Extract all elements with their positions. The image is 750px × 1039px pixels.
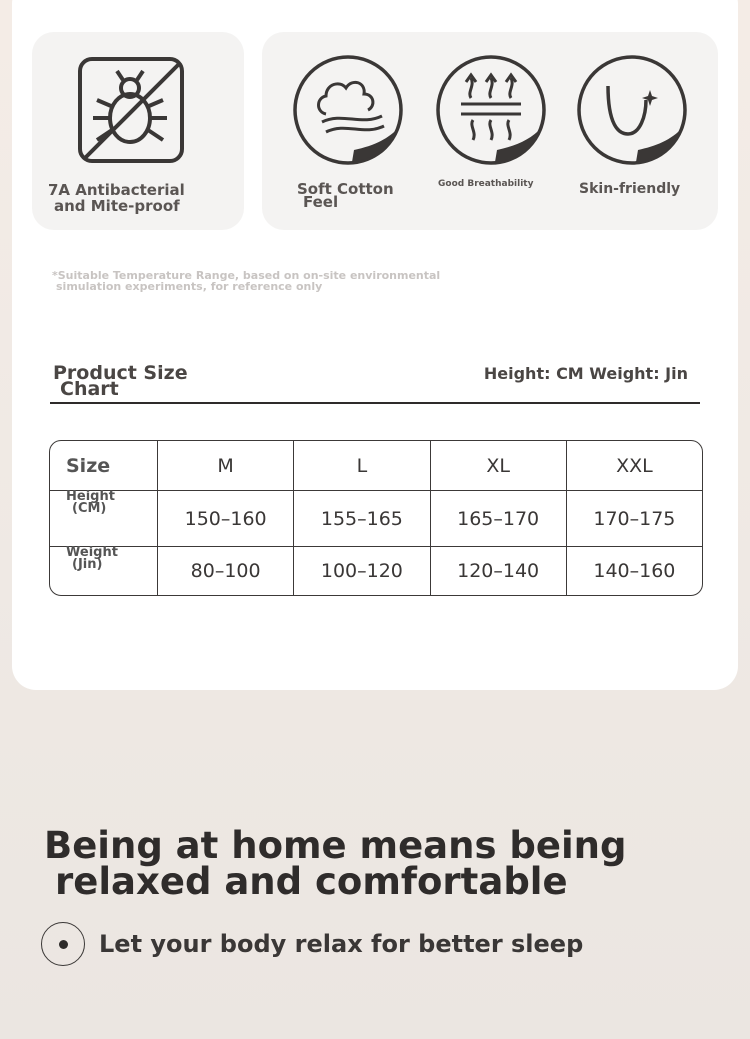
table-row-height [50, 491, 702, 547]
bullet-circle-icon [41, 922, 85, 966]
height-row-label: Height (CM) [66, 489, 115, 516]
weight-cell: 120–140 [430, 547, 566, 595]
size-header-cell: M [157, 441, 293, 490]
height-cell: 150–160 [157, 491, 293, 546]
antibacterial-label: 7A Antibacterial and Mite-proof [48, 181, 185, 215]
title-divider [50, 402, 700, 404]
weight-cell: 100–120 [293, 547, 429, 595]
cotton-cloud-icon [292, 54, 404, 166]
breathability-arrows-icon [435, 54, 547, 166]
skin-friendly-label: Skin-friendly [579, 181, 681, 197]
size-header-label: Size [66, 454, 111, 477]
weight-cell: 80–100 [157, 547, 293, 595]
height-cell: 170–175 [566, 491, 702, 546]
size-table [49, 440, 703, 596]
weight-row-label: Weight (Jin) [66, 545, 118, 572]
skin-curve-icon [576, 54, 688, 166]
table-row-weight [50, 547, 702, 595]
size-header-cell: XL [430, 441, 566, 490]
height-cell: 165–170 [430, 491, 566, 546]
headline: Being at home means being relaxed and comfortable [44, 824, 627, 903]
size-header-cell: L [293, 441, 429, 490]
temperature-note: *Suitable Temperature Range, based on on-site environmental simulation experiments, for reference only [52, 269, 441, 293]
mite-crossed-icon [77, 56, 185, 164]
size-header-cell: XXL [566, 441, 702, 490]
size-chart-units: Height: CM Weight: Jin [483, 364, 688, 383]
size-chart-title: Product Size Chart [53, 362, 188, 400]
height-cell: 155–165 [293, 491, 429, 546]
weight-cell: 140–160 [566, 547, 702, 595]
table-header-row [50, 441, 702, 491]
breathability-label: Good Breathability [438, 179, 534, 189]
cotton-label: Soft Cotton Feel [297, 180, 394, 211]
tagline-text: Let your body relax for better sleep [99, 930, 584, 958]
tagline-row [41, 922, 583, 966]
